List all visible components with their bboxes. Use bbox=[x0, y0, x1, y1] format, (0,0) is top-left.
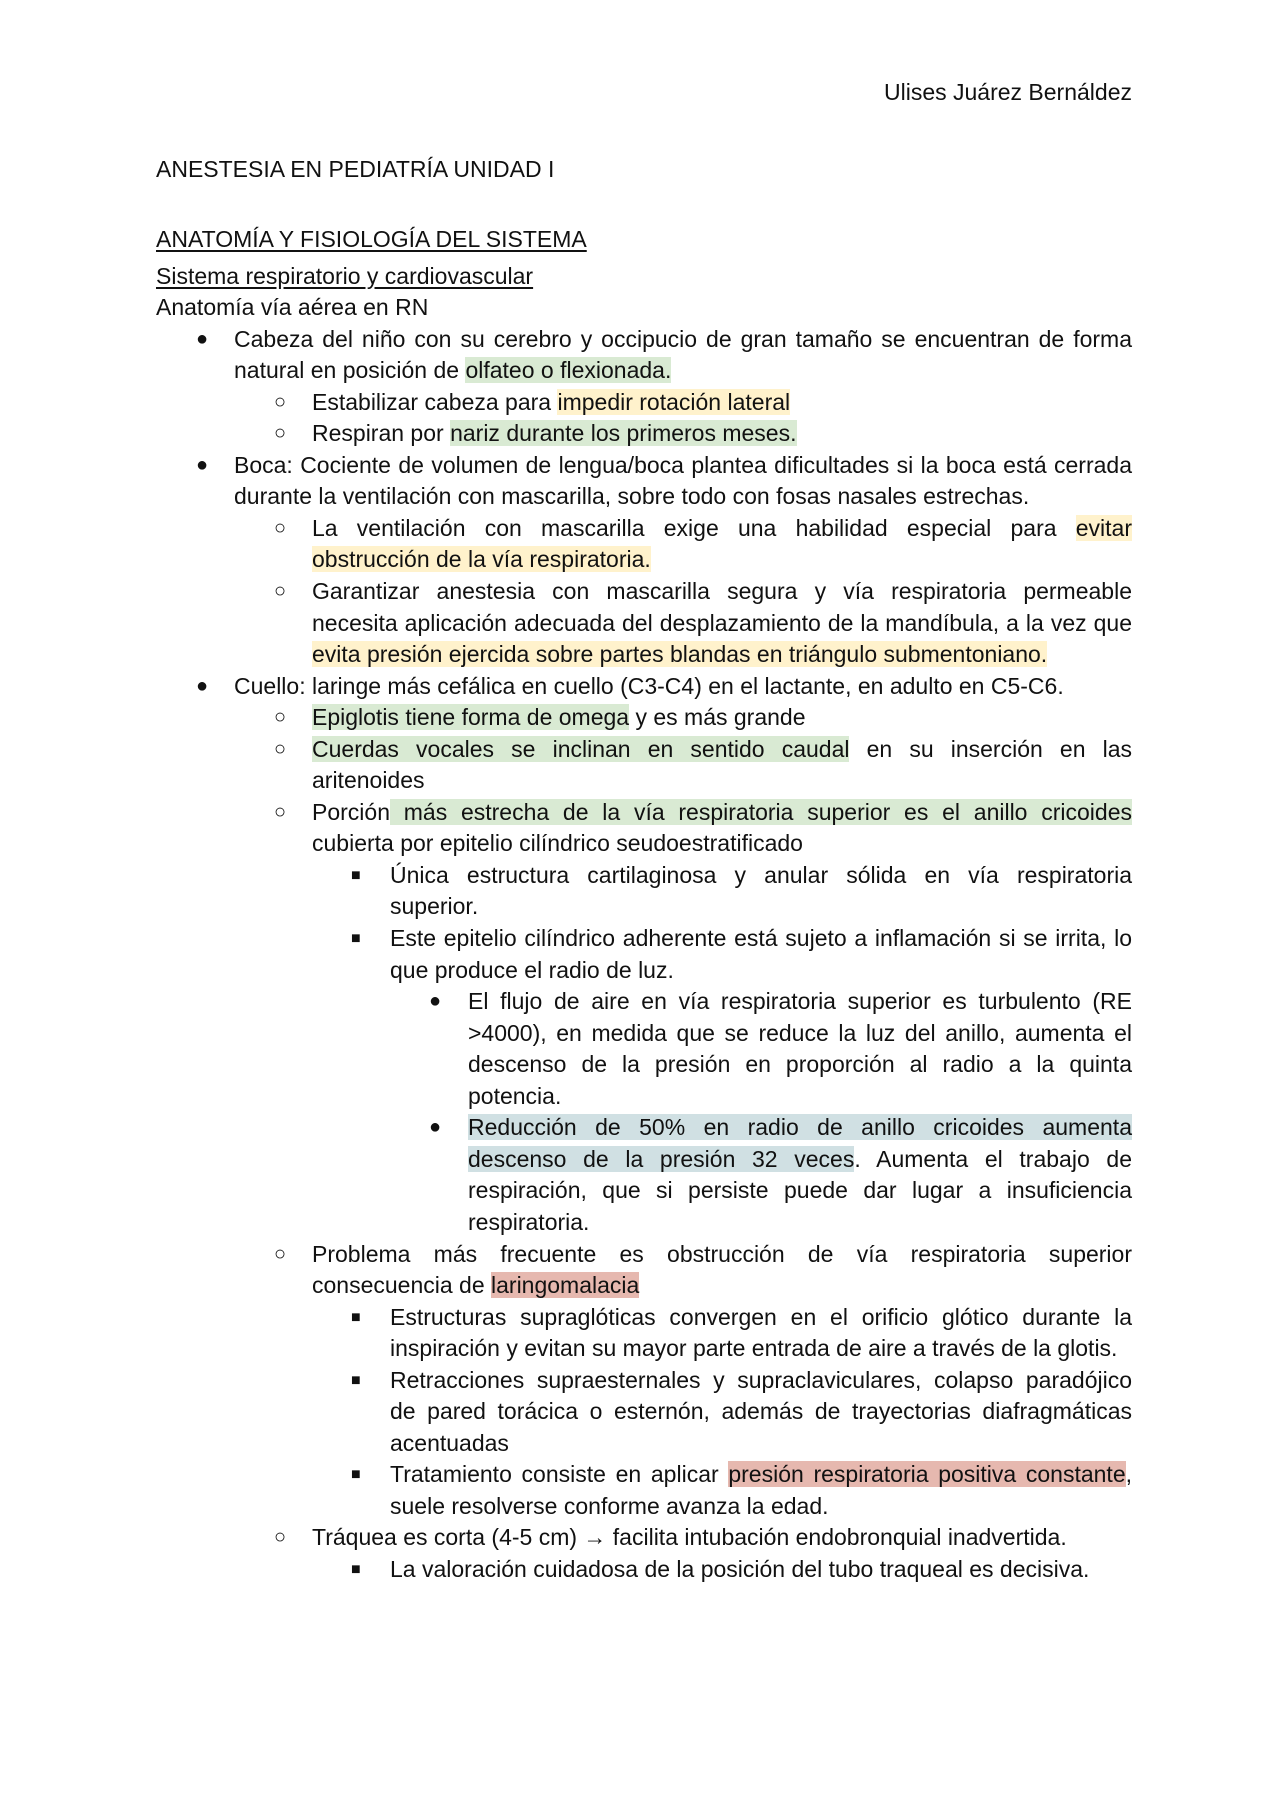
list-item-reduccion: ● Reducción de 50% en radio de anillo cricoides aumenta descenso de la presión 32 veces. Aumenta el trabajo de respiración, que si persiste puede dar lugar a insuficiencia respiratoria. bbox=[429, 1114, 1132, 1235]
topic-heading: Anatomía vía aérea en RN bbox=[156, 294, 429, 321]
circle-bullet-icon: ○ bbox=[274, 706, 287, 729]
document-title: ANESTESIA EN PEDIATRÍA UNIDAD I bbox=[156, 156, 555, 182]
document-page bbox=[156, 0, 1132, 1808]
highlight-green: olfateo o flexionada. bbox=[465, 357, 672, 384]
list-item-tratamiento: ■ Tratamiento consiste en aplicar presión respiratoria positiva constante, suele resolverse conforme avanza la edad. bbox=[351, 1461, 1133, 1519]
list-item-traquea: ○ Tráquea es corta (4-5 cm) → facilita intubación endobronquial inadvertida. bbox=[156, 1522, 1132, 1554]
circle-bullet-icon: ○ bbox=[274, 516, 287, 539]
list-item-respiran: ○ Respiran por nariz durante los primeros meses. bbox=[156, 418, 1132, 450]
disc-bullet-icon: ● bbox=[196, 327, 209, 350]
square-bullet-icon: ■ bbox=[351, 866, 361, 884]
list-item-porcion: ○ Porción más estrecha de la vía respiratoria superior es el anillo cricoides cubierta por epitelio cilíndrico seudoestratificado bbox=[274, 798, 1132, 857]
list-item-estructuras: ■ Estructuras supraglóticas convergen en el orificio glótico durante la inspiración y evitan su mayor parte entrada de aire a través de la glotis. bbox=[351, 1303, 1132, 1362]
subsection-heading: Sistema respiratorio y cardiovascular bbox=[156, 262, 534, 289]
circle-bullet-icon: ○ bbox=[274, 1526, 287, 1549]
square-bullet-icon: ■ bbox=[351, 1371, 361, 1389]
circle-bullet-icon: ○ bbox=[274, 422, 287, 445]
list-item-unica: ■ Única estructura cartilaginosa y anular sólida en vía respiratoria superior. bbox=[351, 861, 1132, 920]
list-item-epiglotis: ○ Epiglotis tiene forma de omega y es más grande bbox=[156, 702, 1132, 734]
list-item-retracciones: ■ Retracciones supraesternales y supraclaviculares, colapso paradójico de pared torácica o esternón, además de trayectorias diafragmáticas acentuadas bbox=[351, 1366, 1132, 1456]
highlight-green: Epiglotis tiene forma de omega bbox=[312, 704, 630, 731]
highlight-yellow: impedir rotación lateral bbox=[557, 388, 791, 415]
list-item-ventilacion: ○ La ventilación con mascarilla exige una habilidad especial para evitar obstrucción de la vía respiratoria. bbox=[274, 514, 1132, 573]
circle-bullet-icon: ○ bbox=[274, 390, 287, 413]
circle-bullet-icon: ○ bbox=[274, 737, 287, 760]
list-item-problema: ○ Problema más frecuente es obstrucción de vía respiratoria superior consecuencia de laringomalacia bbox=[274, 1240, 1132, 1299]
square-bullet-icon: ■ bbox=[351, 1560, 361, 1578]
list-item-flujo: ● El flujo de aire en vía respiratoria superior es turbulento (RE >4000), en medida que se reduce la luz del anillo, aumenta el descenso de la presión en proporción al radio a la quinta potencia. bbox=[429, 988, 1132, 1109]
list-item-cabeza: ● Cabeza del niño con su cerebro y occipucio de gran tamaño se encuentran de forma natural en posición de olfateo o flexionada. bbox=[196, 325, 1132, 384]
disc-bullet-icon: ● bbox=[196, 453, 209, 476]
author-name: Ulises Juárez Bernáldez bbox=[883, 79, 1132, 105]
square-bullet-icon: ■ bbox=[351, 930, 361, 948]
list-item-garantizar: ○ Garantizar anestesia con mascarilla segura y vía respiratoria permeable necesita aplicación adecuada del desplazamiento de la mandíbula, a la vez que evita presión ejercida sobre partes blandas en triángulo submentoniano. bbox=[274, 578, 1132, 668]
circle-bullet-icon: ○ bbox=[274, 1242, 287, 1265]
highlight-blue: Reducción de 50% en radio de anillo cricoides aumenta descenso de la presión 32 veces bbox=[468, 1114, 1132, 1172]
list-item-epitelio: ■ Este epitelio cilíndrico adherente está sujeto a inflamación si se irrita, lo que produce el radio de luz. bbox=[351, 925, 1132, 983]
highlight-yellow: evita presión ejercida sobre partes blandas en triángulo submentoniano. bbox=[312, 641, 1048, 668]
disc-bullet-icon: ● bbox=[196, 674, 209, 697]
square-bullet-icon: ■ bbox=[351, 1466, 361, 1484]
list-item-valoracion: ■ La valoración cuidadosa de la posición del tubo traqueal es decisiva. bbox=[156, 1554, 1132, 1586]
list-item-estabilizar: ○ Estabilizar cabeza para impedir rotación lateral bbox=[156, 387, 1132, 419]
section-heading: ANATOMÍA Y FISIOLOGÍA DEL SISTEMA bbox=[156, 226, 587, 252]
highlight-red: laringomalacia bbox=[491, 1272, 640, 1299]
list-item-boca: ● Boca: Cociente de volumen de lengua/boca plantea dificultades si la boca está cerrada durante la ventilación con mascarilla, sobre todo con fosas nasales estrechas. bbox=[196, 451, 1132, 510]
highlight-red: presión respiratoria positiva constante bbox=[728, 1461, 1126, 1488]
list-item-cuello: ● Cuello: laringe más cefálica en cuello (C3-C4) en el lactante, en adulto en C5-C6. bbox=[156, 671, 1132, 703]
disc-bullet-icon: ● bbox=[429, 990, 442, 1013]
circle-bullet-icon: ○ bbox=[274, 580, 287, 603]
highlight-yellow: evitar obstrucción de la vía respiratoria. bbox=[312, 514, 1132, 573]
disc-bullet-icon: ● bbox=[429, 1116, 442, 1139]
square-bullet-icon: ■ bbox=[351, 1308, 361, 1326]
document-body bbox=[156, 224, 1132, 1586]
highlight-green: nariz durante los primeros meses. bbox=[450, 420, 797, 447]
highlight-green: Cuerdas vocales se inclinan en sentido caudal bbox=[312, 735, 850, 762]
circle-bullet-icon: ○ bbox=[274, 800, 287, 823]
list-item-cuerdas: ○ Cuerdas vocales se inclinan en sentido caudal en su inserción en las aritenoides bbox=[274, 735, 1133, 794]
highlight-green: más estrecha de la vía respiratoria superior es el anillo cricoides bbox=[389, 798, 1132, 825]
